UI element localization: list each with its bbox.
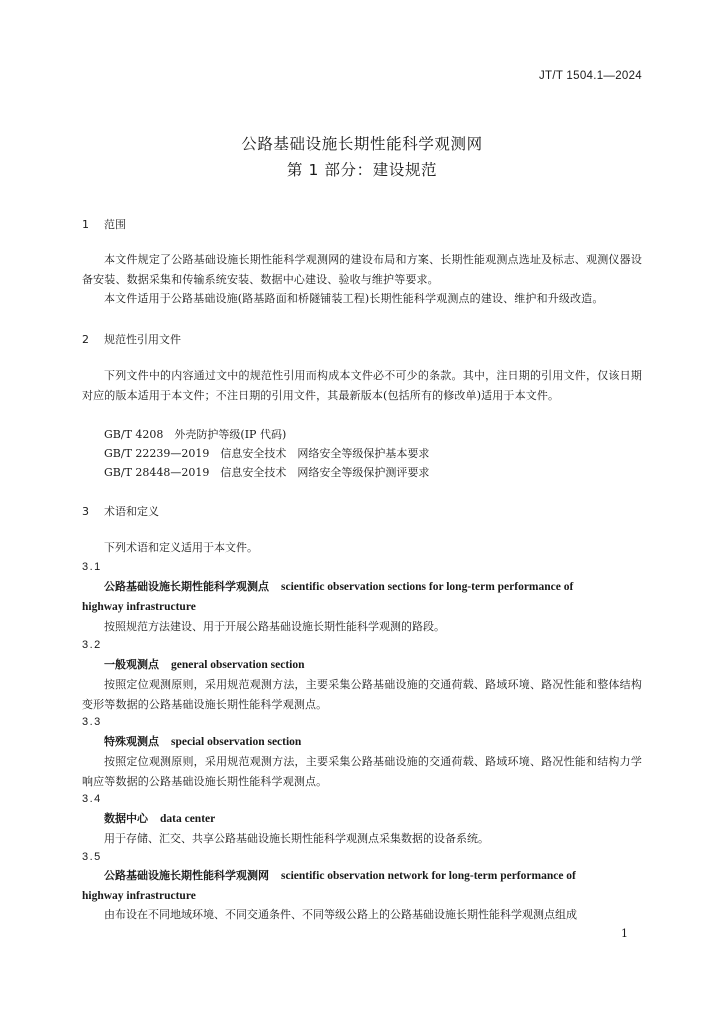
term-zh: 数据中心: [104, 812, 148, 825]
term-zh: 特殊观测点: [104, 735, 159, 748]
term-zh: 公路基础设施长期性能科学观测网: [104, 869, 269, 882]
term-heading-continued: [82, 886, 642, 907]
term-definition: 按照规范方法建设、用于开展公路基础设施长期性能科学观测的路段。: [104, 620, 445, 633]
term-en: scientific observation sections for long-term performance of: [281, 581, 574, 593]
term-number: 3.2: [82, 639, 102, 651]
section-2-heading: [82, 331, 181, 347]
term-heading: [82, 655, 642, 676]
term-number: 3.3: [82, 716, 102, 728]
term-en: general observation section: [171, 659, 305, 671]
term-en: scientific observation network for long-term performance of: [281, 870, 576, 882]
page-number: 1: [621, 927, 628, 940]
section-title: 规范性引用文件: [104, 333, 181, 346]
normative-reference: GB/T 22239—2019 信息安全技术 网络安全等级保护基本要求: [104, 447, 430, 460]
section-number: 1: [82, 218, 89, 231]
document-subtitle: 第 1 部分：建设规范: [286, 161, 438, 179]
term-zh: 公路基础设施长期性能科学观测点: [104, 580, 269, 593]
normative-reference: GB/T 28448—2019 信息安全技术 网络安全等级保护测评要求: [104, 466, 430, 479]
paragraph: 下列术语和定义适用于本文件。: [104, 541, 258, 554]
normative-reference: GB/T 4208 外壳防护等级(IP 代码): [104, 428, 287, 441]
term-en: special observation section: [171, 736, 302, 748]
term-number: 3.1: [82, 561, 102, 573]
term-definition: 按照定位观测原则，采用规范观测方法，主要采集公路基础设施的交通荷载、路域环境、路况性能和结构力学响应等数据的公路基础设施长期性能科学观测点。: [82, 755, 642, 788]
term-heading-continued: [82, 597, 642, 618]
section-3-heading: [82, 503, 159, 519]
term-number: 3.5: [82, 851, 102, 863]
term-number: 3.4: [82, 793, 102, 805]
section-1-heading: [82, 216, 126, 232]
paragraph: 本文件规定了公路基础设施长期性能科学观测网的建设布局和方案、长期性能观测点选址及标志、观测仪器设备安装、数据采集和传输系统安装、数据中心建设、验收与维护等要求。: [82, 253, 642, 286]
section-title: 术语和定义: [104, 505, 159, 518]
term-en: highway infrastructure: [82, 601, 196, 613]
section-title: 范围: [104, 218, 126, 231]
term-definition: 用于存储、汇交、共享公路基础设施长期性能科学观测点采集数据的设备系统。: [104, 832, 489, 845]
term-heading: [82, 866, 642, 887]
term-en: data center: [160, 813, 216, 825]
paragraph: 本文件适用于公路基础设施(路基路面和桥隧铺装工程)长期性能科学观测点的建设、维护和升级改造。: [104, 292, 604, 305]
section-number: 3: [82, 505, 89, 518]
term-en: highway infrastructure: [82, 890, 196, 902]
document-title: 公路基础设施长期性能科学观测网: [241, 135, 483, 153]
term-definition: 由布设在不同地域环境、不同交通条件、不同等级公路上的公路基础设施长期性能科学观测点组成: [104, 908, 577, 921]
term-zh: 一般观测点: [104, 658, 159, 671]
term-heading: [82, 577, 642, 598]
paragraph: 下列文件中的内容通过文中的规范性引用而构成本文件必不可少的条款。其中，注日期的引用文件，仅该日期对应的版本适用于本文件；不注日期的引用文件，其最新版本(包括所有的修改单)适用于本文件。: [82, 369, 642, 402]
section-number: 2: [82, 333, 89, 346]
term-heading: [82, 732, 642, 753]
standard-code: JT/T 1504.1—2024: [538, 70, 642, 82]
term-definition: 按照定位观测原则，采用规范观测方法，主要采集公路基础设施的交通荷载、路域环境、路况性能和整体结构变形等数据的公路基础设施长期性能科学观测点。: [82, 678, 642, 711]
term-heading: [82, 809, 642, 830]
